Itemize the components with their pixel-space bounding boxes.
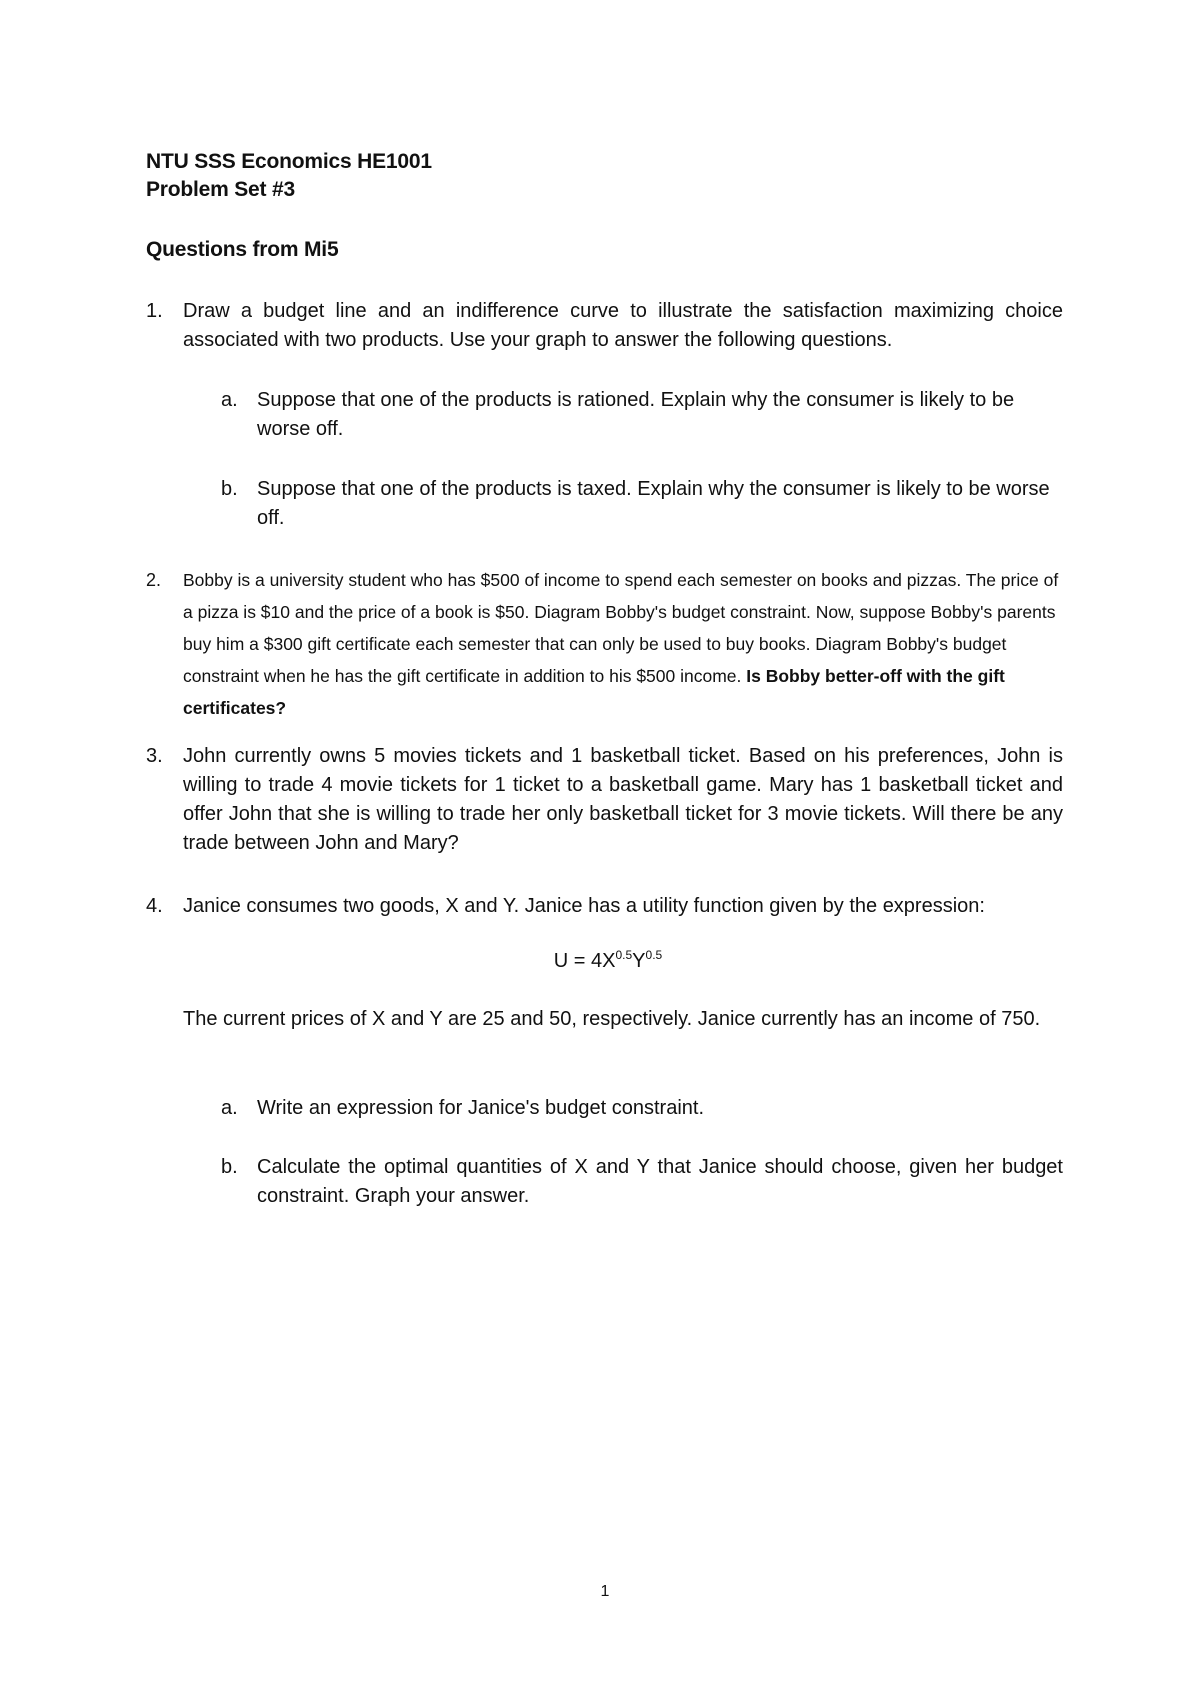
formula-lhs: U = 4X (553, 950, 616, 972)
question-1a-label: a. (221, 389, 238, 411)
question-1b-label: b. (221, 478, 238, 500)
question-1a-text: Suppose that one of the products is rationed. Explain why the consumer is likely to be worse off. (257, 389, 1015, 440)
question-2-bold-question: Is Bobby better-off with the gift certificates? (183, 666, 1005, 718)
question-4b-text: Calculate the optimal quantities of X and Y that Janice should choose, given her budget constraint. Graph your answer. (257, 1156, 1063, 1207)
problem-set-title: Problem Set #3 (146, 178, 295, 201)
course-title: NTU SSS Economics HE1001 (146, 150, 432, 173)
utility-formula (0, 947, 1200, 976)
question-4a-label: a. (221, 1097, 238, 1119)
section-heading: Questions from Mi5 (146, 238, 339, 261)
question-4-number: 4. (146, 895, 163, 917)
formula-x-exponent: 0.5 (615, 948, 633, 962)
question-2-body (183, 564, 1063, 724)
question-4-intro: Janice consumes two goods, X and Y. Janice has a utility function given by the expression: (183, 895, 985, 917)
question-1-text: Draw a budget line and an indifference curve to illustrate the satisfaction maximizing choice associated with two products. Use your graph to answer the following questions. (183, 300, 1063, 351)
question-3-number: 3. (146, 745, 163, 767)
question-1b-text: Suppose that one of the products is taxed. Explain why the consumer is likely to be worse off. (257, 478, 1050, 529)
formula-y-exponent: 0.5 (645, 948, 663, 962)
question-2-number: 2. (146, 570, 162, 590)
question-2-text: Bobby is a university student who has $500 of income to spend each semester on books and pizzas. The price of a pizza is $10 and the price of a book is $50. Diagram Bobby's budget constraint. Now, suppose Bobby's parents buy him a $300 gift certificate each semester that can only be used to buy books. Diagram Bobby's budget constraint when he has the gift certificate in addition to his $500 income. (183, 570, 1059, 686)
question-1-number: 1. (146, 300, 163, 322)
question-3-text: John currently owns 5 movies tickets and 1 basketball ticket. Based on his preferences, John is willing to trade 4 movie tickets for 1 ticket to a basketball game. Mary has 1 basketball ticket and offer John that she is willing to trade her only basketball ticket for 3 movie tickets. Will there be any trade between John and Mary? (183, 745, 1063, 854)
formula-y: Y (632, 950, 646, 972)
question-4-prices: The current prices of X and Y are 25 and 50, respectively. Janice currently has an income of 750. (183, 1008, 1041, 1030)
question-4a-text: Write an expression for Janice's budget constraint. (257, 1097, 705, 1119)
page-number: 1 (600, 1583, 610, 1600)
question-4b-label: b. (221, 1156, 238, 1178)
